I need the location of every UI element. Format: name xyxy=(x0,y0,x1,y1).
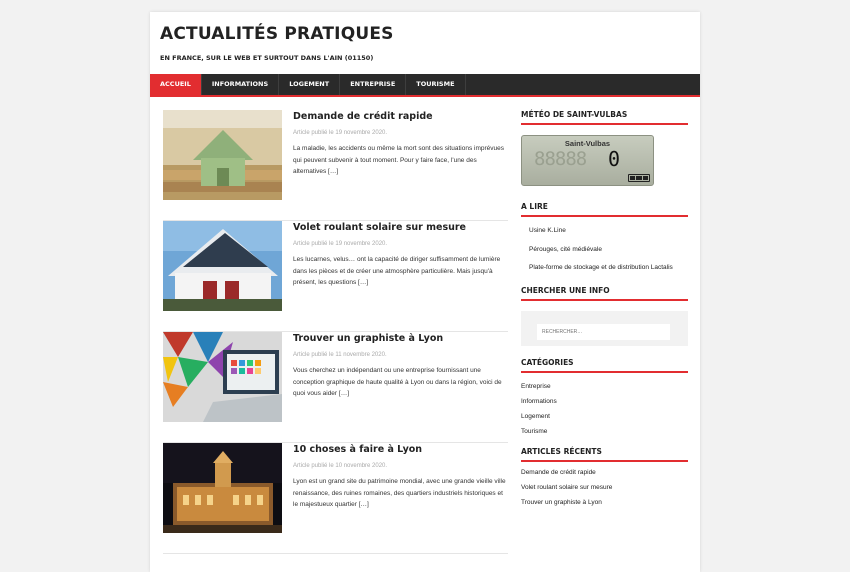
post-body xyxy=(293,110,508,178)
widget-title-recent: ARTICLES RÉCENTS xyxy=(521,447,688,462)
weather-ghost-digits: 88888 xyxy=(534,148,587,170)
post-item xyxy=(163,221,508,332)
post-excerpt: Vous cherchez un indépendant ou une entreprise fournissant une conception graphique de haute qualité à Lyon ou dans la région, voici de quoi vous aider […] xyxy=(293,367,502,397)
widget-recent xyxy=(521,447,688,506)
site-header xyxy=(150,12,700,74)
post-thumbnail-solar-house[interactable] xyxy=(163,221,282,311)
post-excerpt: La maladie, les accidents ou même la mort sont des situations imprévues qui peuvent subvenir à tout moment. Pour y faire face, l'une des alternatives […] xyxy=(293,145,504,175)
post-thumbnail-money-house[interactable] xyxy=(163,110,282,200)
alire-item[interactable]: Pérouges, cité médiévale xyxy=(529,245,602,253)
widget-meteo xyxy=(521,110,688,186)
site-title[interactable]: ACTUALITÉS PRATIQUES xyxy=(160,24,394,44)
post-thumbnail-graphic-laptop[interactable] xyxy=(163,332,282,422)
post-body xyxy=(293,443,508,511)
widget-title-search: CHERCHER UNE INFO xyxy=(521,286,688,301)
nav-item-tourisme[interactable]: TOURISME xyxy=(406,74,465,95)
widget-search xyxy=(521,286,688,346)
site-description: EN FRANCE, SUR LE WEB ET SURTOUT DANS L'AIN (01150) xyxy=(160,54,374,62)
widget-title-categories: CATÉGORIES xyxy=(521,358,688,373)
weather-city: Saint-Vulbas xyxy=(564,139,611,148)
recent-post-item[interactable]: Volet roulant solaire sur mesure xyxy=(521,483,613,491)
alire-item[interactable]: Usine K.Line xyxy=(529,227,566,234)
weather-value: 0 xyxy=(608,147,621,171)
post-date: Article publié le 19 novembre 2020. xyxy=(293,130,388,136)
post-date: Article publié le 10 novembre 2020. xyxy=(293,463,388,469)
widget-categories xyxy=(521,358,688,435)
category-item[interactable]: Logement xyxy=(521,412,550,420)
post-item xyxy=(163,332,508,443)
post-date: Article publié le 19 novembre 2020. xyxy=(293,241,388,247)
post-title[interactable]: Trouver un graphiste à Lyon xyxy=(293,333,444,344)
recent-post-item[interactable]: Trouver un graphiste à Lyon xyxy=(521,498,602,506)
site-container xyxy=(150,12,700,572)
post-item xyxy=(163,110,508,221)
post-title[interactable]: 10 choses à faire à Lyon xyxy=(293,444,423,455)
lyon-night-image xyxy=(163,443,282,533)
post-list xyxy=(163,110,508,554)
alire-list xyxy=(521,226,688,274)
money-house-image xyxy=(163,110,282,200)
recent-posts-list xyxy=(521,469,688,506)
nav-item-logement[interactable]: LOGEMENT xyxy=(279,74,340,95)
search-input[interactable] xyxy=(537,324,670,340)
post-title[interactable]: Demande de crédit rapide xyxy=(293,111,433,122)
sidebar xyxy=(521,110,688,514)
post-date: Article publié le 11 novembre 2020. xyxy=(293,352,387,358)
nav-item-entreprise[interactable]: ENTREPRISE xyxy=(340,74,406,95)
recent-post-item[interactable]: Demande de crédit rapide xyxy=(521,468,596,476)
solar-house-image xyxy=(163,221,282,311)
widget-title-meteo: MÉTÉO DE SAINT-VULBAS xyxy=(521,110,688,125)
category-item[interactable]: Entreprise xyxy=(521,382,551,390)
post-excerpt: Lyon est un grand site du patrimoine mondial, avec une grande vieille ville renaissance, des ruines romaines, des quartiers industriels historiques et le majestueux quartier […] xyxy=(293,478,506,508)
battery-icon xyxy=(628,174,650,182)
post-body xyxy=(293,221,508,289)
alire-item[interactable]: Plate-forme de stockage et de distribution Lactalis xyxy=(529,264,673,271)
category-item[interactable]: Tourisme xyxy=(521,427,548,435)
weather-display[interactable] xyxy=(521,135,654,186)
nav-item-accueil[interactable]: ACCUEIL xyxy=(150,74,202,95)
main-nav xyxy=(150,74,700,97)
nav-item-informations[interactable]: INFORMATIONS xyxy=(202,74,279,95)
categories-list xyxy=(521,383,688,435)
widget-title-alire: A LIRE xyxy=(521,202,688,217)
post-excerpt: Les lucarnes, velus… ont la capacité de diriger suffisamment de lumière dans les pièces et de créer une atmosphère particulière. Mais jusqu'à présent, les questions […] xyxy=(293,256,501,286)
search-box xyxy=(521,311,688,346)
post-body xyxy=(293,332,508,400)
post-item xyxy=(163,443,508,554)
post-thumbnail-lyon-night[interactable] xyxy=(163,443,282,533)
post-title[interactable]: Volet roulant solaire sur mesure xyxy=(293,222,466,233)
category-item[interactable]: Informations xyxy=(521,397,557,405)
graphic-laptop-image xyxy=(163,332,282,422)
widget-alire xyxy=(521,202,688,274)
